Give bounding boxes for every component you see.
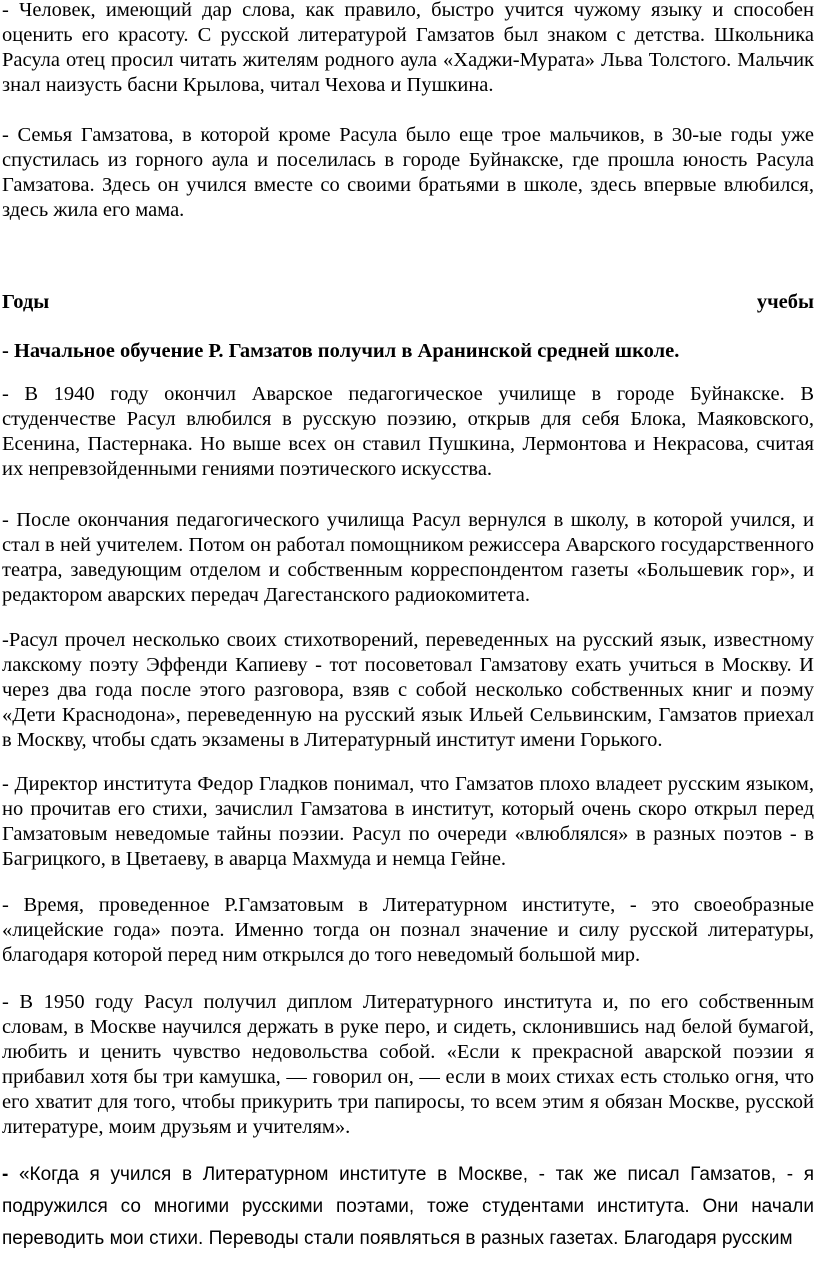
- paragraph-gladkov: - Директор института Федор Гладков понимал, что Гамзатов плохо владеет русским языком, но прочитав его стихи, зачислил Гамзатова в институт, который очень скоро открыл перед Гамзатовым неведомые тайны поэзии. Расул по очереди «влюблялся» в разных поэтов - в Багрицкого, в Цветаеву, в аварца Махмуда и немца Гейне.: [2, 773, 814, 870]
- paragraph-primary-education: - Начальное обучение Р. Гамзатов получил в Аранинской средней школе.: [2, 340, 680, 362]
- paragraph-college-1940: - В 1940 году окончил Аварское педагогическое училище в городе Буйнакске. В студенчестве Расул влюбился в русскую поэзию, открыв для себя Блока, Маяковского, Есенина, Пастернака. Но выше всех он ставил Пушкина, Лермонтова и Некрасова, считая их непревзойденными гениями поэтического искусства.: [2, 383, 814, 480]
- quote-dash: -: [2, 1164, 19, 1185]
- section-heading-left: Годы: [2, 291, 50, 313]
- paragraph-diploma-1950: - В 1950 году Расул получил диплом Литературного института и, по его собственным словам, в Москве научился держать в руке перо, и сидеть, склонившись над белой бумагой, любить и ценить чувство недовольства собой. «Если к прекрасной аварской поэзии я прибавил хотя бы три камушка, — говорил он, — если в моих стихах есть столько огня, что его хватит для того, чтобы прикурить три папиросы, то всем этим я обязан Москве, русской литературе, моим друзьям и учителям».: [2, 991, 814, 1138]
- paragraph-family: - Семья Гамзатова, в которой кроме Расула было еще трое мальчиков, в 30-ые годы уже спустилась из горного аула и поселилась в городе Буйнакске, где прошла юность Расула Гамзатова. Здесь он учился вместе со своими братьями в школе, здесь впервые влюбился, здесь жила его мама.: [2, 124, 814, 221]
- paragraph-teacher-work: - После окончания педагогического училища Расул вернулся в школу, в которой учился, и стал в ней учителем. Потом он работал помощником режиссера Аварского государственного театра, заведующим отделом и собственным корреспондентом газеты «Большевик гор», и редактором аварских передач Дагестанского радиокомитета.: [2, 509, 814, 606]
- quote-text: «Когда я учился в Литературном институте в Москве, - так же писал Гамзатов, - я подружился со многими русскими поэтами, тоже студентами института. Они начали переводить мои стихи. Переводы стали появляться в разных газетах. Благодаря русским: [2, 1164, 814, 1249]
- section-heading: [2, 290, 814, 315]
- section-heading-right: учебы: [756, 291, 814, 313]
- paragraph-lyceum-years: - Время, проведенное Р.Гамзатовым в Литературном институте, - это своеобразные «лицейские года» поэта. Именно тогда он познал значение и силу русской литературы, благодаря которой перед ним открылся до того неведомый большой мир.: [2, 894, 814, 966]
- paragraph-kapiev-advice: -Расул прочел несколько своих стихотворений, переведенных на русский язык, известному лакскому поэту Эффенди Капиеву - тот посоветовал Гамзатову ехать учиться в Москву. И через два года после этого разговора, взяв с собой несколько собственных книг и поэму «Дети Краснодона», переведенную на русский язык Ильей Сельвинским, Гамзатов приехал в Москву, чтобы сдать экзамены в Литературный институт имени Горького.: [2, 629, 814, 751]
- paragraph-childhood: - Человек, имеющий дар слова, как правило, быстро учится чужому языку и способен оценить его красоту. С русской литературой Гамзатов был знаком с детства. Школьника Расула отец просил читать жителям родного аула «Хаджи-Мурата» Льва Толстого. Мальчик знал наизусть басни Крылова, читал Чехова и Пушкина.: [2, 0, 814, 96]
- paragraph-quote-moscow: [2, 1159, 814, 1255]
